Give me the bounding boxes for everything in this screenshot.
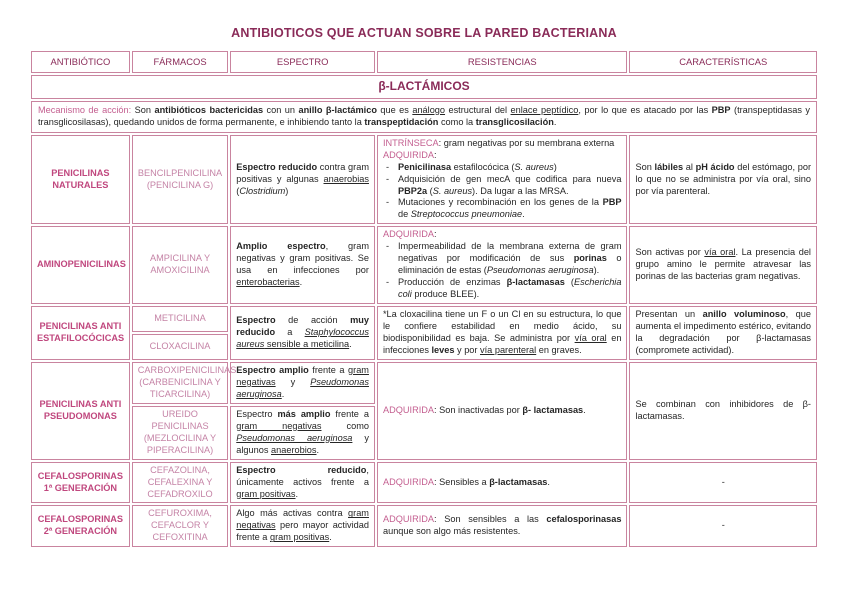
espectro-cell: Espectro más amplio frente a gram negativas como Pseudomonas aeruginosa y algunos anaerobios. <box>230 406 375 460</box>
farmaco-cell: BENCILPENICILINA (PENICILINA G) <box>132 135 228 225</box>
antibiotics-table <box>29 49 819 549</box>
section-row <box>31 75 817 99</box>
espectro-cell: Algo más activas contra gram negativas pero mayor actividad frente a gram positivas. <box>230 505 375 547</box>
antibiotic-group-cell: CEFALOSPORINAS 2ª GENERACIÓN <box>31 505 130 547</box>
resistencias-cell: ADQUIRIDA: Sensibles a β-lactamasas. <box>377 462 628 504</box>
farmaco-cell: AMPICILINA Y AMOXICILINA <box>132 226 228 304</box>
antibiotic-group-cell: PENICILINAS ANTI PSEUDOMONAS <box>31 362 130 460</box>
bullet-dash: - <box>385 277 390 288</box>
farmaco-cell: CEFUROXIMA, CEFACLOR Y CEFOXITINA <box>132 505 228 547</box>
farmaco-cell: CEFAZOLINA, CEFALEXINA Y CEFADROXILO <box>132 462 228 504</box>
table-header <box>31 51 817 73</box>
caracteristicas-cell: - <box>629 505 817 547</box>
table-row <box>31 306 817 332</box>
caracteristicas-cell: - <box>629 462 817 504</box>
table-row <box>31 226 817 304</box>
page-title: ANTIBIOTICOS QUE ACTUAN SOBRE LA PARED BACTERIANA <box>231 26 617 40</box>
bullet-dash: - <box>385 161 390 172</box>
bullet-dash: - <box>385 173 390 184</box>
column-header-resistencias: RESISTENCIAS <box>377 51 628 73</box>
espectro-cell: Espectro reducido, únicamente activos frente a gram positivas. <box>230 462 375 504</box>
column-header-caracteristicas: CARACTERÍSTICAS <box>629 51 817 73</box>
resistencias-cell: ADQUIRIDA: Son inactivadas por β- lactamasas. <box>377 362 628 460</box>
table-row <box>31 362 817 404</box>
espectro-cell: Espectro de acción muy reducido a Staphylococcus aureus sensible a meticilina. <box>230 306 375 360</box>
espectro-cell: Espectro amplio frente a gram negativas y Pseudomonas aeruginosa. <box>230 362 375 404</box>
farmaco-cell: CLOXACILINA <box>132 334 228 360</box>
mechanism-row <box>31 101 817 133</box>
caracteristicas-cell: Presentan un anillo voluminoso, que aumenta el impedimento estérico, evitando la degradación por β-lactamasas (compromete actividad). <box>629 306 817 360</box>
caracteristicas-cell: Se combinan con inhibidores de β-lactamasas. <box>629 362 817 460</box>
antibiotic-group-cell: PENICILINAS NATURALES <box>31 135 130 225</box>
column-header-farmacos: FÁRMACOS <box>132 51 228 73</box>
mechanism-text: Mecanismo de acción: Son antibióticos bactericidas con un anillo β-lactámico que es análogo estructural del enlace peptídico, por lo que es atacado por las PBP (transpeptidasas y transglicosilasas), quedando unidos de forma permanente, e inhibiendo tanto la transpeptidación como la transglicosilación. <box>31 101 817 133</box>
resistencias-cell: INTRÍNSECA: gram negativas por su membrana externa ADQUIRIDA: - Penicilinasa estafilocócica (S. aureus) - Adquisición de gen mecA que codifica para nueva PBP2a (S. aureus). Da lugar a las MRSA. - Mutaciones y recombinación en los genes de la PBP de Streptococcus pneumoniae. <box>377 135 628 225</box>
column-header-antibiotico: ANTIBIÓTICO <box>31 51 130 73</box>
antibiotic-group-cell: PENICILINAS ANTI ESTAFILOCÓCICAS <box>31 306 130 360</box>
table-row <box>31 505 817 547</box>
caracteristicas-cell: Son lábiles al pH ácido del estómago, por lo que no se administra por vía oral, sino por vía parenteral. <box>629 135 817 225</box>
column-header-espectro: ESPECTRO <box>230 51 375 73</box>
farmaco-cell: UREIDO PENICILINAS (MEZLOCILINA Y PIPERACILINA) <box>132 406 228 460</box>
espectro-cell: Espectro reducido contra gram positivas y algunas anaerobias (Clostridium) <box>230 135 375 225</box>
table-body <box>31 75 817 547</box>
header-row <box>31 51 817 73</box>
bullet-dash: - <box>385 241 390 252</box>
table-row <box>31 135 817 225</box>
farmaco-cell: CARBOXIPENICILINAS (CARBENICILINA Y TICARCILINA) <box>132 362 228 404</box>
section-title: β-LACTÁMICOS <box>31 75 817 99</box>
espectro-cell: Amplio espectro, gram negativas y gram positivas. Se usa en infecciones por enterobacterias. <box>230 226 375 304</box>
caracteristicas-cell: Son activas por vía oral. La presencia del grupo amino le permite atravesar las porinas de las bacterias gram negativas. <box>629 226 817 304</box>
bullet-dash: - <box>385 197 390 208</box>
resistencias-cell: ADQUIRIDA: Son sensibles a las cefalosporinasas aunque son algo más resistentes. <box>377 505 628 547</box>
table-row <box>31 462 817 504</box>
antibiotic-group-cell: AMINOPENICILINAS <box>31 226 130 304</box>
farmaco-cell: METICILINA <box>132 306 228 332</box>
resistencias-cell: *La cloxacilina tiene un F o un Cl en su estructura, lo que le confiere estabilidad en medio ácido, su biodisponibilidad es baja. Se administra por vía oral en infecciones leves y por vía parenteral en graves. <box>377 306 628 360</box>
resistencias-cell: ADQUIRIDA: - Impermeabilidad de la membrana externa de gram negativas por modificación de sus porinas o eliminación de estas (Pseudomonas aeruginosa). - Producción de enzimas β-lactamasas (Escherichia coli produce BLEE). <box>377 226 628 304</box>
antibiotic-group-cell: CEFALOSPORINAS 1ª GENERACIÓN <box>31 462 130 504</box>
